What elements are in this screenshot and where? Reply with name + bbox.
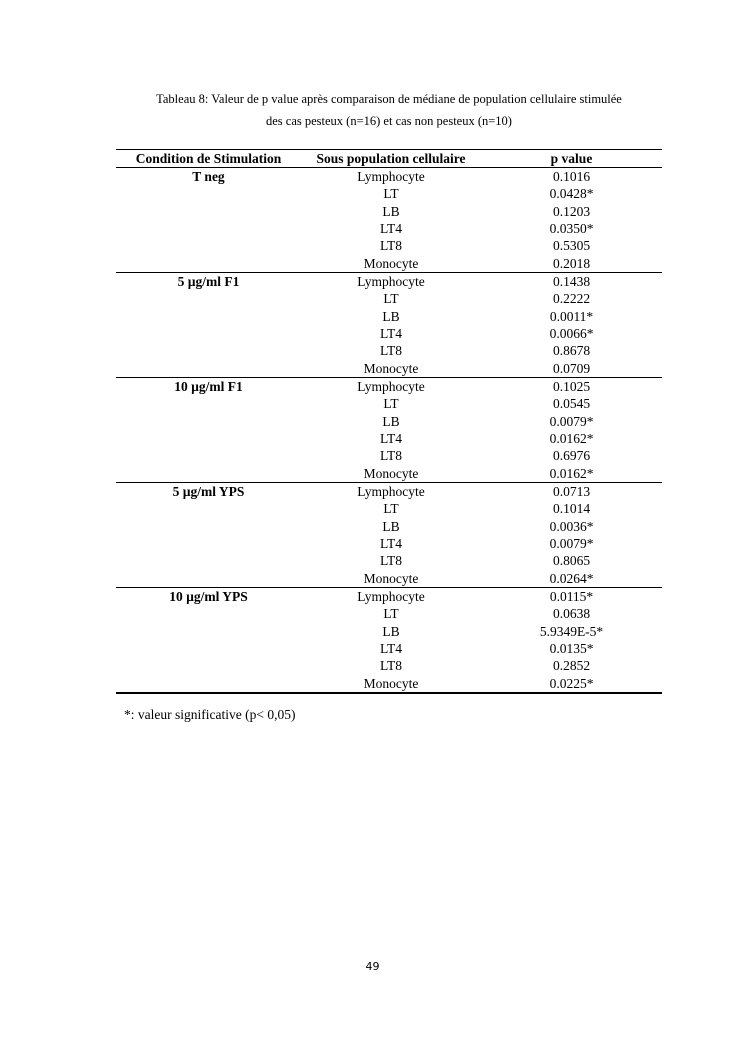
table-row (116, 360, 662, 378)
condition-cell: T neg (192, 169, 225, 184)
population-cell: LB (382, 203, 400, 219)
population-cell: Monocyte (301, 675, 481, 693)
table-row (116, 675, 662, 693)
population-cell: Lymphocyte (357, 483, 425, 499)
p-value-table (116, 149, 662, 694)
condition-cell (116, 605, 301, 622)
p-value-cell: 5.9349E-5* (539, 623, 604, 639)
population-cell: LT (383, 501, 399, 517)
p-value-cell: 0.5305 (552, 238, 591, 254)
table-row (116, 518, 662, 535)
p-value-cell: 0.0079* (549, 535, 594, 551)
table-row (116, 272, 662, 290)
population-cell: LT4 (379, 220, 402, 236)
header-condition: Condition de Stimulation (116, 150, 301, 168)
p-value-cell: 0.0011* (549, 308, 594, 324)
table-row (116, 482, 662, 500)
condition-cell: 10 µg/ml F1 (174, 378, 243, 394)
p-value-cell: 0.0225* (481, 675, 662, 693)
caption-line-2: des cas pesteux (n=16) et cas non pesteux (n=10) (266, 114, 512, 128)
p-value-cell: 0.0713 (552, 483, 591, 499)
p-value-cell: 0.0709 (481, 360, 662, 378)
p-value-cell: 0.8065 (552, 553, 591, 569)
table-row (116, 500, 662, 517)
p-value-cell: 0.0264* (481, 570, 662, 588)
p-value-cell: 0.0545 (552, 396, 591, 412)
population-cell: LT8 (379, 658, 402, 674)
p-value-cell: 0.0036* (549, 518, 594, 534)
condition-cell (116, 675, 301, 693)
table-body (116, 168, 662, 693)
population-cell: LB (382, 308, 400, 324)
condition-cell (116, 465, 301, 483)
population-cell: LT (383, 186, 399, 202)
condition-cell: 10 µg/ml YPS (169, 588, 248, 604)
population-cell: Lymphocyte (357, 378, 425, 394)
p-value-cell: 0.1025 (552, 378, 591, 394)
population-cell: Monocyte (301, 360, 481, 378)
condition-cell (116, 220, 301, 237)
population-cell: LT (383, 291, 399, 307)
p-value-cell: 0.0115* (549, 588, 594, 604)
p-value-cell: 0.0162* (549, 430, 594, 446)
condition-cell (116, 657, 301, 674)
table-row (116, 377, 662, 395)
p-value-cell: 0.0428* (549, 186, 594, 202)
p-value-cell: 0.0135* (549, 640, 594, 656)
condition-cell (116, 518, 301, 535)
population-cell: LT4 (379, 430, 402, 446)
table-row (116, 185, 662, 202)
population-cell: LB (382, 623, 400, 639)
p-value-cell: 0.2222 (552, 291, 591, 307)
table-row (116, 570, 662, 588)
p-value-cell: 0.1016 (552, 169, 591, 184)
condition-cell (116, 447, 301, 464)
table-row (116, 587, 662, 605)
table-row (116, 447, 662, 464)
population-cell: Lymphocyte (357, 273, 425, 289)
condition-cell (116, 413, 301, 430)
condition-cell (116, 237, 301, 254)
condition-cell (116, 360, 301, 378)
table-row (116, 342, 662, 359)
table-caption (116, 88, 662, 132)
population-cell: Monocyte (301, 465, 481, 483)
table-row (116, 605, 662, 622)
table-row (116, 168, 662, 186)
table-row (116, 535, 662, 552)
table-row (116, 640, 662, 657)
table-row (116, 203, 662, 220)
condition-cell (116, 640, 301, 657)
table-row (116, 430, 662, 447)
p-value-cell: 0.6976 (552, 448, 591, 464)
condition-cell (116, 342, 301, 359)
population-cell: LT8 (379, 448, 402, 464)
condition-cell (116, 290, 301, 307)
population-cell: LT4 (379, 325, 402, 341)
condition-cell (116, 430, 301, 447)
p-value-cell: 0.1438 (552, 273, 591, 289)
table-row (116, 308, 662, 325)
population-cell: LT (383, 396, 399, 412)
condition-cell (116, 255, 301, 273)
population-cell: Monocyte (301, 255, 481, 273)
p-value-cell: 0.0162* (481, 465, 662, 483)
condition-cell (116, 535, 301, 552)
p-value-cell: 0.0638 (552, 606, 591, 622)
p-value-cell: 0.2018 (481, 255, 662, 273)
condition-cell (116, 623, 301, 640)
population-cell: Lymphocyte (357, 169, 425, 184)
condition-cell (116, 203, 301, 220)
table-row (116, 465, 662, 483)
condition-cell (116, 308, 301, 325)
table-row (116, 220, 662, 237)
p-value-cell: 0.1203 (552, 203, 591, 219)
table-row (116, 255, 662, 273)
population-cell: Lymphocyte (357, 588, 425, 604)
condition-cell (116, 185, 301, 202)
table-row (116, 325, 662, 342)
table-row (116, 623, 662, 640)
population-cell: Monocyte (301, 570, 481, 588)
table-row (116, 657, 662, 674)
condition-cell (116, 552, 301, 569)
condition-cell (116, 500, 301, 517)
population-cell: LT (383, 606, 399, 622)
table-row (116, 290, 662, 307)
table-row (116, 395, 662, 412)
table-row (116, 413, 662, 430)
p-value-cell: 0.0079* (549, 413, 594, 429)
condition-cell: 5 µg/ml F1 (177, 273, 240, 289)
p-value-cell: 0.8678 (552, 343, 591, 359)
header-population: Sous population cellulaire (301, 150, 481, 168)
population-cell: LT4 (379, 535, 402, 551)
p-value-cell: 0.0350* (549, 220, 594, 236)
population-cell: LB (382, 413, 400, 429)
footnote: *: valeur significative (p< 0,05) (124, 707, 296, 722)
p-value-cell: 0.0066* (549, 325, 594, 341)
population-cell: LB (382, 518, 400, 534)
p-value-cell: 0.2852 (552, 658, 591, 674)
page-number: 49 (365, 960, 380, 973)
population-cell: LT8 (379, 238, 402, 254)
header-p-value: p value (481, 150, 662, 168)
p-value-cell: 0.1014 (552, 501, 591, 517)
caption-line-1: Tableau 8: Valeur de p value après comparaison de médiane de population cellulaire stimulée (156, 92, 622, 106)
population-cell: LT8 (379, 553, 402, 569)
table-row (116, 237, 662, 254)
condition-cell: 5 µg/ml YPS (172, 483, 245, 499)
condition-cell (116, 395, 301, 412)
population-cell: LT4 (379, 640, 402, 656)
population-cell: LT8 (379, 343, 402, 359)
table-header-row (116, 150, 662, 168)
condition-cell (116, 570, 301, 588)
table-row (116, 552, 662, 569)
condition-cell (116, 325, 301, 342)
